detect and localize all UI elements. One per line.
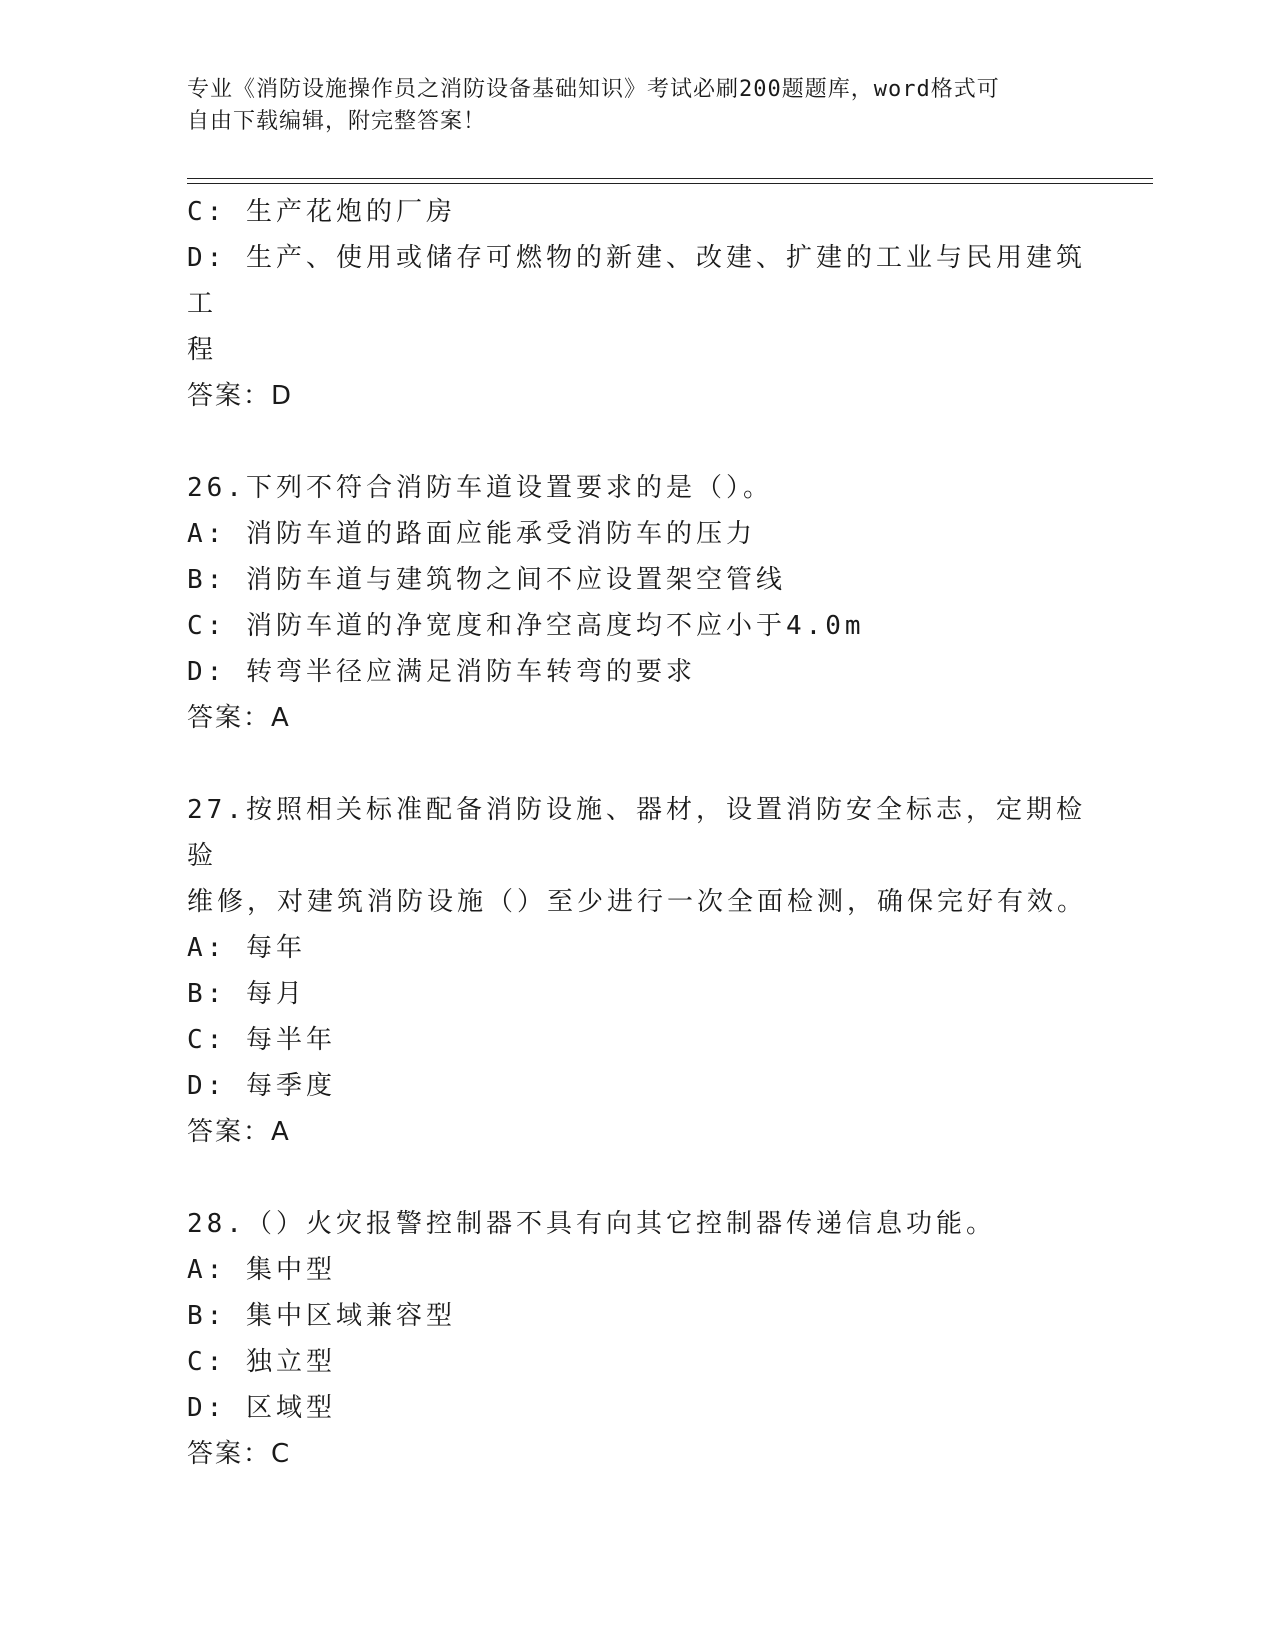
question-stem-continued: 维修，对建筑消防设施（）至少进行一次全面检测，确保完好有效。 [187,887,1088,917]
question-27 [187,787,1087,1155]
answer: 答案：A [187,703,291,733]
option-d-continued: 程 [187,335,218,365]
option-d: D: 每季度 [187,1071,336,1101]
option-a: A: 每年 [187,933,306,963]
option-c: C: 消防车道的净宽度和净空高度均不应小于4.0m [187,611,865,641]
answer: 答案：D [187,381,294,411]
option-d: D: 生产、使用或储存可燃物的新建、改建、扩建的工业与民用建筑工 [187,243,1086,319]
question-25-continued [187,189,1087,419]
option-d: D: 区域型 [187,1393,336,1423]
option-c: C: 生产花炮的厂房 [187,197,456,227]
option-a: A: 集中型 [187,1255,336,1285]
option-b: B: 消防车道与建筑物之间不应设置架空管线 [187,565,786,595]
header-title-line-1: 专业《消防设施操作员之消防设备基础知识》考试必刷200题题库，word格式可 [187,77,1000,102]
question-stem: 27.按照相关标准配备消防设施、器材，设置消防安全标志，定期检验 [187,795,1086,871]
question-stem: 26.下列不符合消防车道设置要求的是（）。 [187,473,773,503]
option-b: B: 集中区域兼容型 [187,1301,456,1331]
question-28 [187,1201,1087,1477]
answer: 答案：C [187,1439,292,1469]
option-d: D: 转弯半径应满足消防车转弯的要求 [187,657,696,687]
option-a: A: 消防车道的路面应能承受消防车的压力 [187,519,756,549]
header-title-line-2: 自由下载编辑，附完整答案！ [187,109,487,134]
option-c: C: 独立型 [187,1347,336,1377]
header-divider [187,178,1153,184]
question-26 [187,465,1087,741]
question-stem: 28.（）火灾报警控制器不具有向其它控制器传递信息功能。 [187,1209,996,1239]
answer: 答案：A [187,1117,291,1147]
document-header [187,74,1087,138]
question-content [187,189,1087,1477]
option-c: C: 每半年 [187,1025,336,1055]
option-b: B: 每月 [187,979,306,1009]
